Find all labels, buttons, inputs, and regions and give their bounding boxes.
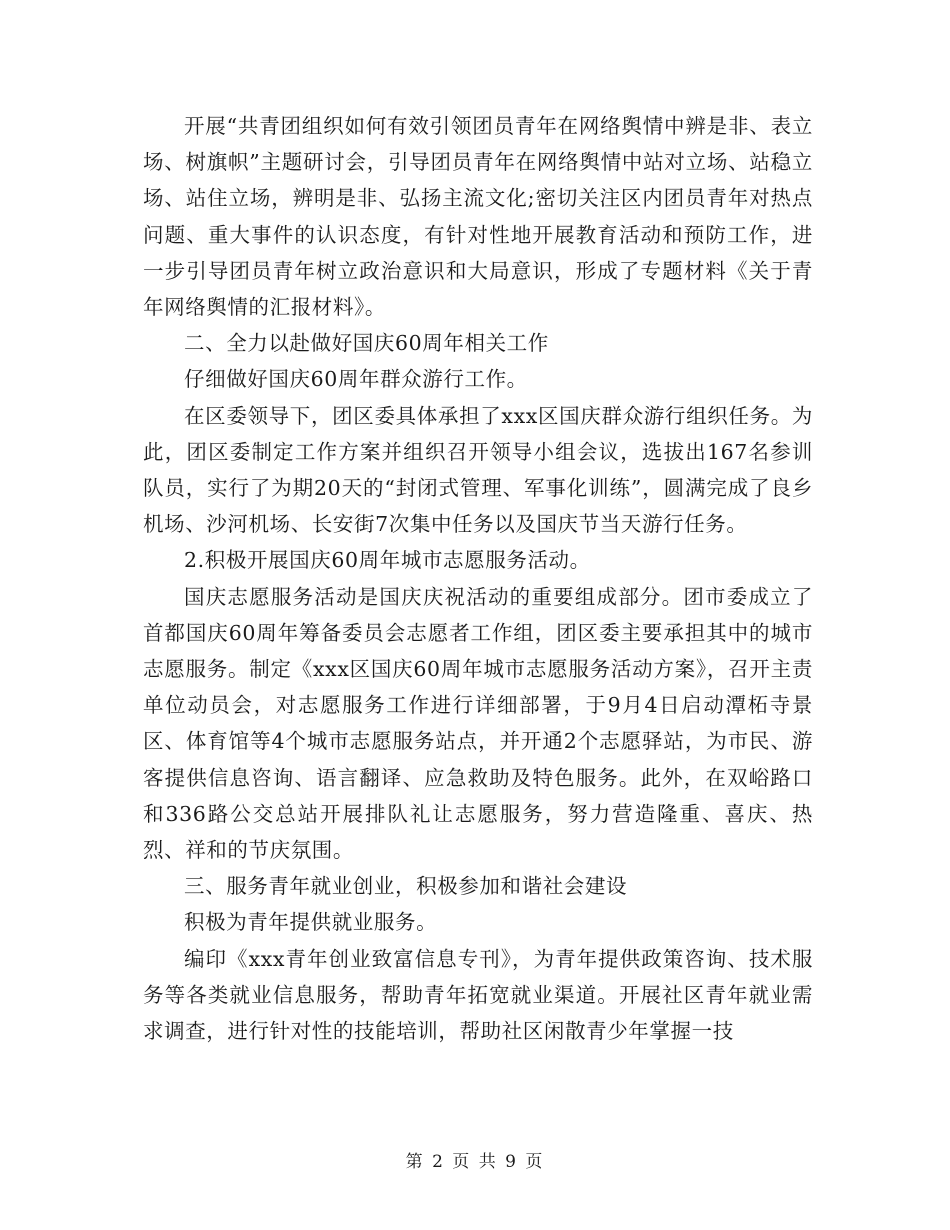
subheading-volunteer: 2.积极开展国庆60周年城市志愿服务活动。 (184, 548, 591, 573)
section-heading-national-day: 二、全力以赴做好国庆60周年相关工作 (184, 331, 549, 356)
paragraph-volunteer: 国庆志愿服务活动是国庆庆祝活动的重要组成部分。团市委成立了首都国庆60周年筹备委员会志愿者工作组，团区委主要承担其中的城市志愿服务。制定《xxx区国庆60周年城市志愿服务活动方案》，召开主责单位动员会，对志愿服务工作进行详细部署，于9月4日启动潭柘寺景区、体育馆等4个城市志愿服务站点，并开通2个志愿驿站，为市民、游客提供信息咨询、语言翻译、应急救助及特色服务。此外，在双峪路口和336路公交总站开展排队礼让志愿服务，努力营造隆重、喜庆、热烈、祥和的节庆氛围。 (143, 584, 813, 863)
paragraph-parade: 在区委领导下，团区委具体承担了xxx区国庆群众游行组织任务。为此，团区委制定工作方案并组织召开领导小组会议，选拔出167名参训队员，实行了为期20天的“封闭式管理、军事化训练”，圆满完成了良乡机场、沙河机场、长安街7次集中任务以及国庆节当天游行任务。 (143, 403, 813, 537)
paragraph-seminar: 开展“共青团组织如何有效引领团员青年在网络舆情中辨是非、表立场、树旗帜”主题研讨会，引导团员青年在网络舆情中站对立场、站稳立场、站住立场，辨明是非、弘扬主流文化;密切关注区内团员青年对热点问题、重大事件的认识态度，有针对性地开展教育活动和预防工作，进一步引导团员青年树立政治意识和大局意识，形成了专题材料《关于青年网络舆情的汇报材料》。 (143, 114, 813, 320)
section-heading-employment: 三、服务青年就业创业，积极参加和谐社会建设 (184, 874, 628, 899)
subheading-employment: 积极为青年提供就业服务。 (184, 910, 438, 935)
subheading-parade: 仔细做好国庆60周年群众游行工作。 (184, 367, 528, 392)
document-body (143, 108, 813, 1049)
page-number-footer: 第 2 页 共 9 页 (405, 1152, 545, 1172)
paragraph-employment: 编印《xxx青年创业致富信息专刊》，为青年提供政策咨询、技术服务等各类就业信息服务，帮助青年拓宽就业渠道。开展社区青年就业需求调查，进行针对性的技能培训，帮助社区闲散青少年掌握一技 (143, 946, 813, 1044)
